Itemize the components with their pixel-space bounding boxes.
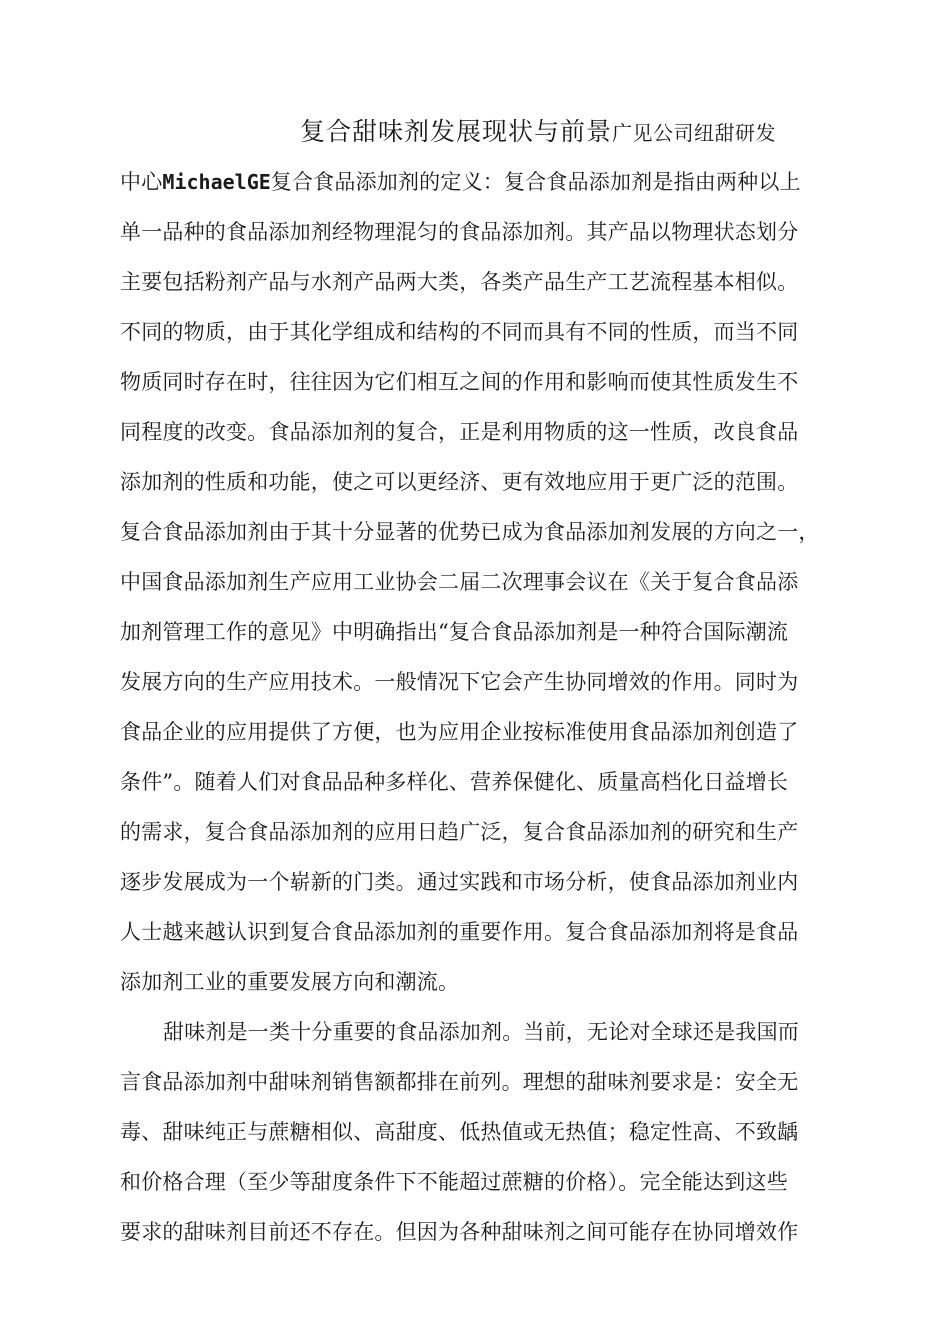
title-line [300, 117, 860, 148]
body-line-2: 单一品种的食品添加剂经物理混匀的食品添加剂。其产品以物理状态划分 [120, 220, 799, 244]
document-title: 复合甜味剂发展现状与前景 [300, 117, 613, 146]
body-line-15: 逐步发展成为一个崭新的门类。通过实践和市场分析，使食品添加剂业内 [120, 870, 799, 894]
body-line-11: 发展方向的生产应用技术。一般情况下它会产生协同增效的作用。同时为 [120, 670, 799, 694]
body-line-6: 同程度的改变。食品添加剂的复合，正是利用物质的这一性质，改良食品 [120, 420, 799, 444]
body-line-20: 毒、甜味纯正与蔗糖相似、高甜度、低热值或无热值；稳定性高、不致龋 [120, 1120, 799, 1144]
body-line-9: 中国食品添加剂生产应用工业协会二届二次理事会议在《关于复合食品添 [120, 570, 799, 594]
body-line-17: 添加剂工业的重要发展方向和潮流。 [120, 970, 460, 994]
body-line-7: 添加剂的性质和功能，使之可以更经济、更有效地应用于更广泛的范围。 [120, 470, 799, 494]
body-line-5: 物质同时存在时，往往因为它们相互之间的作用和影响而使其性质发生不 [120, 370, 799, 394]
body-line-14: 的需求，复合食品添加剂的应用日趋广泛，复合食品添加剂的研究和生产 [120, 820, 799, 844]
document-author-line: 广见公司纽甜研发 [612, 121, 777, 145]
body-line-13: 条件”。随着人们对食品品种多样化、营养保健化、质量高档化日益增长 [120, 770, 789, 794]
body-line-18: 甜味剂是一类十分重要的食品添加剂。当前，无论对全球还是我国而 [163, 1020, 799, 1044]
body-line-16: 人士越来越认识到复合食品添加剂的重要作用。复合食品添加剂将是食品 [120, 920, 799, 944]
body-line-4: 不同的物质，由于其化学组成和结构的不同而具有不同的性质，而当不同 [120, 320, 799, 344]
body-line-10: 加剂管理工作的意见》中明确指出“复合食品添加剂是一种符合国际潮流 [120, 620, 789, 644]
body-line-12: 食品企业的应用提供了方便，也为应用企业按标准使用食品添加剂创造了 [120, 720, 799, 744]
body-line-3: 主要包括粉剂产品与水剂产品两大类，各类产品生产工艺流程基本相似。 [120, 270, 799, 294]
body-line-1 [120, 167, 840, 197]
body-line-21: 和价格合理（至少等甜度条件下不能超过蔗糖的价格）。完全能达到这些 [120, 1170, 788, 1194]
body-line-19: 言食品添加剂中甜味剂销售额都排在前列。理想的甜味剂要求是：安全无 [120, 1070, 799, 1094]
body-line-8: 复合食品添加剂由于其十分显著的优势已成为食品添加剂发展的方向之一， [120, 520, 820, 544]
body-text: 中心 [120, 170, 163, 194]
body-text: 复合食品添加剂的定义：复合食品添加剂是指由两种以上 [270, 170, 801, 194]
body-line-22: 要求的甜味剂目前还不存在。但因为各种甜味剂之间可能存在协同增效作 [120, 1220, 799, 1244]
author-name: MichaelGE [162, 170, 271, 194]
